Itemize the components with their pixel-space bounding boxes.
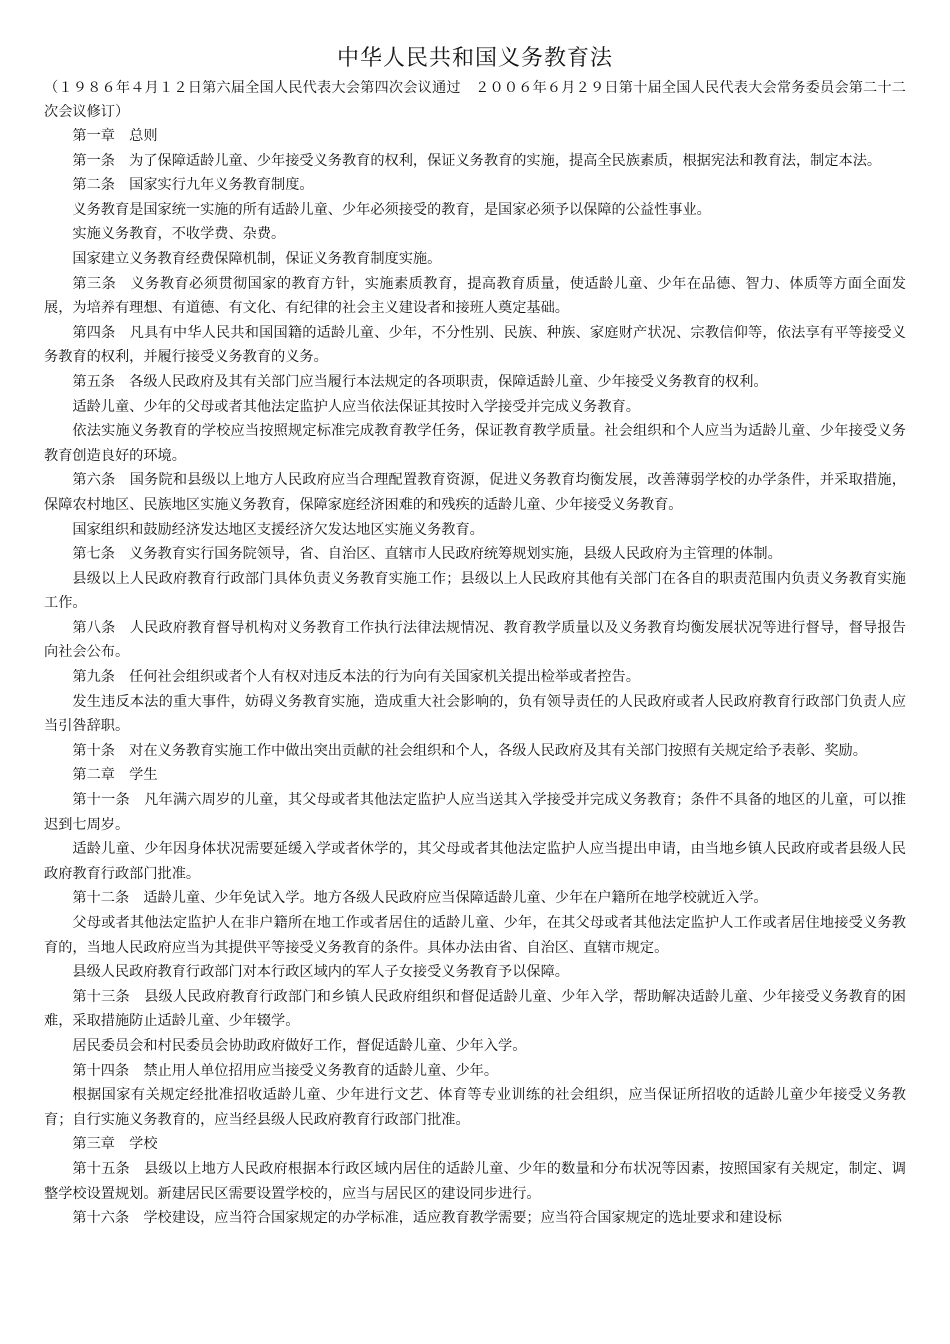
body-paragraph (44, 1083, 906, 1132)
article-paragraph (44, 542, 906, 567)
article-paragraph (44, 272, 906, 321)
paragraph-text: 义务教育是国家统一实施的所有适龄儿童、少年必须接受的教育，是国家必须予以保障的公益性事业。 (72, 201, 711, 218)
article-number: 第十三条 (72, 988, 130, 1005)
paragraph-text: 县级人民政府教育行政部门对本行政区域内的军人子女接受义务教育予以保障。 (72, 964, 569, 981)
article-number: 第十六条 (72, 1210, 130, 1227)
article-paragraph (44, 788, 906, 837)
paragraph-text: 根据国家有关规定经批准招收适龄儿童、少年进行文艺、体育等专业训练的社会组织，应当保证所招收的适龄儿童少年接受义务教育；自行实施义务教育的，应当经县级人民政府教育行政部门批准。 (44, 1087, 906, 1128)
article-number: 第六条 (72, 472, 116, 489)
paragraph-text: 实施义务教育，不收学费、杂费。 (72, 226, 286, 243)
paragraph-text: 县级以上人民政府教育行政部门具体负责义务教育实施工作；县级以上人民政府其他有关部门在各自的职责范围内负责义务教育实施工作。 (44, 570, 906, 612)
chapter-heading (44, 1132, 906, 1157)
body-paragraph (44, 837, 906, 886)
article-number: 第二条 (72, 177, 115, 194)
paragraph-text: 国务院和县级以上地方人民政府应当合理配置教育资源，促进义务教育均衡发展，改善薄弱学校的办学条件，并采取措施，保障农村地区、民族地区实施义务教育，保障家庭经济困难的和残疾的适龄儿童、少年接受义务教育。 (44, 472, 906, 513)
body-paragraph (44, 567, 906, 616)
document-body (44, 124, 906, 1231)
article-number: 第四条 (72, 324, 116, 341)
article-paragraph (44, 1206, 906, 1231)
body-paragraph (44, 1034, 906, 1059)
paragraph-text: 适龄儿童、少年免试入学。地方各级人民政府应当保障适龄儿童、少年在户籍所在地学校就近入学。 (143, 890, 768, 907)
paragraph-text: 人民政府教育督导机构对义务教育工作执行法律法规情况、教育教学质量以及义务教育均衡发展状况等进行督导，督导报告向社会公布。 (44, 619, 906, 661)
body-paragraph (44, 198, 906, 223)
body-paragraph (44, 960, 906, 985)
paragraph-text: 凡年满六周岁的儿童，其父母或者其他法定监护人应当送其入学接受并完成义务教育；条件不具备的地区的儿童，可以推迟到七周岁。 (44, 792, 906, 833)
paragraph-text: 对在义务教育实施工作中做出突出贡献的社会组织和个人，各级人民政府及其有关部门按照有关规定给予表彰、奖励。 (129, 742, 867, 759)
body-paragraph (44, 247, 906, 272)
paragraph-text: 国家建立义务教育经费保障机制，保证义务教育制度实施。 (72, 250, 442, 267)
article-number: 第五条 (72, 373, 115, 390)
chapter-title: 学校 (129, 1136, 158, 1153)
paragraph-text: 任何社会组织或者个人有权对违反本法的行为向有关国家机关提出检举或者控告。 (129, 669, 640, 686)
article-paragraph (44, 1059, 906, 1084)
paragraph-text: 依法实施义务教育的学校应当按照规定标准完成教育教学任务，保证教育教学质量。社会组织和个人应当为适龄儿童、少年接受义务教育创造良好的环境。 (44, 423, 906, 464)
article-paragraph (44, 665, 906, 690)
article-number: 第九条 (72, 669, 115, 686)
article-paragraph (44, 149, 906, 174)
article-paragraph (44, 985, 906, 1034)
paragraph-text: 各级人民政府及其有关部门应当履行本法规定的各项职责，保障适龄儿童、少年接受义务教育的权利。 (129, 373, 768, 390)
article-number: 第十二条 (72, 890, 130, 907)
article-number: 第十条 (72, 742, 115, 759)
page-title: 中华人民共和国义务教育法 (336, 46, 613, 71)
paragraph-text: 父母或者其他法定监护人在非户籍所在地工作或者居住的适龄儿童、少年，在其父母或者其他法定监护人工作或者居住地接受义务教育的，当地人民政府应当为其提供平等接受义务教育的条件。具体办法由省、自治区、直辖市规定。 (44, 915, 906, 956)
body-paragraph (44, 690, 906, 739)
article-paragraph (44, 173, 906, 198)
chapter-title: 学生 (129, 767, 158, 784)
paragraph-text: 凡具有中华人民共和国国籍的适龄儿童、少年，不分性别、民族、种族、家庭财产状况、宗教信仰等，依法享有平等接受义务教育的权利，并履行接受义务教育的义务。 (44, 324, 906, 366)
chapter-number: 第一章 (72, 128, 115, 144)
paragraph-text: 国家组织和鼓励经济发达地区支援经济欠发达地区实施义务教育。 (72, 521, 484, 538)
paragraph-text: 为了保障适龄儿童、少年接受义务教育的权利，保证义务教育的实施，提高全民族素质，根据宪法和教育法，制定本法。 (129, 152, 882, 169)
article-number: 第三条 (72, 275, 117, 292)
paragraph-text: 居民委员会和村民委员会协助政府做好工作，督促适龄儿童、少年入学。 (72, 1037, 527, 1054)
body-paragraph (44, 419, 906, 468)
paragraph-text: 县级人民政府教育行政部门和乡镇人民政府组织和督促适龄儿童、少年入学，帮助解决适龄儿童、少年接受义务教育的困难，采取措施防止适龄儿童、少年辍学。 (44, 988, 906, 1030)
article-paragraph (44, 616, 906, 665)
chapter-number: 第三章 (72, 1136, 115, 1153)
chapter-title: 总则 (129, 128, 158, 144)
paragraph-text: 适龄儿童、少年的父母或者其他法定监护人应当依法保证其按时入学接受并完成义务教育。 (72, 398, 640, 415)
article-number: 第十一条 (72, 792, 130, 809)
article-number: 第十五条 (72, 1160, 130, 1177)
paragraph-text: 学校建设，应当符合国家规定的办学标准，适应教育教学需要；应当符合国家规定的选址要求和建设标 (143, 1210, 782, 1227)
article-number: 第十四条 (72, 1062, 130, 1079)
article-paragraph (44, 321, 906, 370)
body-paragraph (44, 518, 906, 543)
article-paragraph (44, 370, 906, 395)
article-number: 第七条 (72, 546, 115, 563)
article-paragraph (44, 1157, 906, 1206)
paragraph-text: 县级以上地方人民政府根据本行政区域内居住的适龄儿童、少年的数量和分布状况等因素，按照国家有关规定，制定、调整学校设置规划。新建居民区需要设置学校的，应当与居民区的建设同步进行。 (44, 1160, 906, 1202)
article-number: 第八条 (72, 619, 116, 636)
paragraph-text: 义务教育实行国务院领导，省、自治区、直辖市人民政府统筹规划实施，县级人民政府为主管理的体制。 (129, 546, 782, 563)
article-number: 第一条 (72, 152, 115, 169)
paragraph-text: 国家实行九年义务教育制度。 (129, 177, 314, 194)
body-paragraph (44, 911, 906, 960)
chapter-number: 第二章 (72, 767, 115, 784)
paragraph-text: 发生违反本法的重大事件，妨碍义务教育实施，造成重大社会影响的，负有领导责任的人民政府或者人民政府教育行政部门负责人应当引咎辞职。 (44, 693, 906, 735)
adoption-note: （１９８６年４月１２日第六届全国人民代表大会第四次会议通过 ２００６年６月２９日第十届全国人民代表大会常务委员会第二十二次会议修订） (44, 80, 906, 120)
chapter-heading (44, 763, 906, 788)
paragraph-text: 禁止用人单位招用应当接受义务教育的适龄儿童、少年。 (143, 1062, 499, 1079)
article-paragraph (44, 739, 906, 764)
paragraph-text: 义务教育必须贯彻国家的教育方针，实施素质教育，提高教育质量，使适龄儿童、少年在品德、智力、体质等方面全面发展，为培养有理想、有道德、有文化、有纪律的社会主义建设者和接班人奠定基础。 (44, 275, 906, 317)
article-paragraph (44, 468, 906, 517)
body-paragraph (44, 395, 906, 420)
paragraph-text: 适龄儿童、少年因身体状况需要延缓入学或者休学的，其父母或者其他法定监护人应当提出申请，由当地乡镇人民政府或者县级人民政府教育行政部门批准。 (44, 841, 906, 882)
chapter-heading (44, 124, 906, 149)
article-paragraph (44, 886, 906, 911)
body-paragraph (44, 222, 906, 247)
